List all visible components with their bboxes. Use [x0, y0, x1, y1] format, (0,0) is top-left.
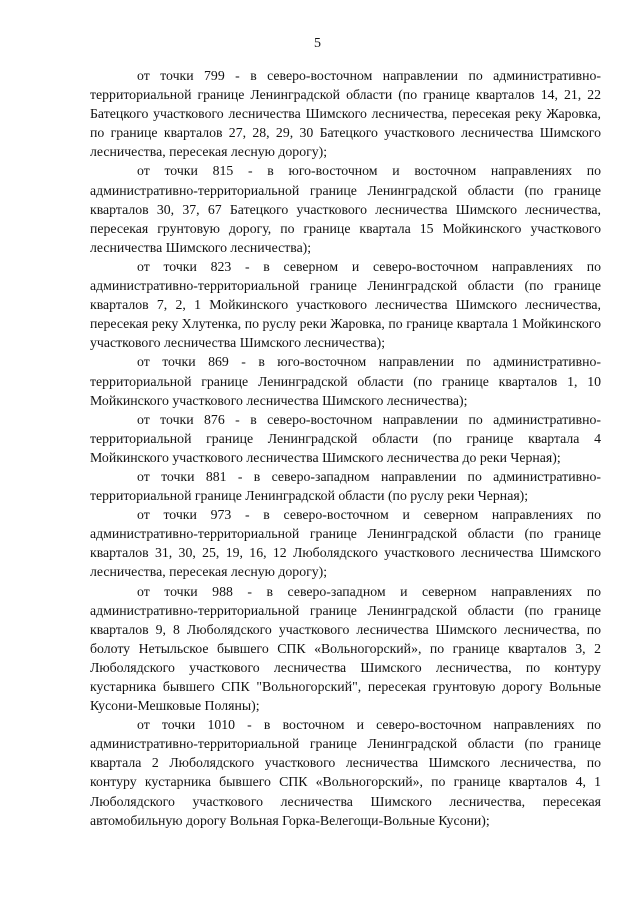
paragraph-point-876: от точки 876 - в северо-восточном направлении по административно-территориальной границе Ленинградской области (по границе квартала 4 Мойкинского участкового лесничества Шимского лесничества до реки Черная); — [90, 411, 601, 465]
paragraph-point-881: от точки 881 - в северо-западном направлении по административно-территориальной границе Ленинградской области (по руслу реки Черная); — [90, 468, 601, 504]
paragraph-point-799: от точки 799 - в северо-восточном направлении по административно-территориальной границе Ленинградской области (по границе кварталов 14, 21, 22 Батецкого участкового лесничества Шимского лесничества, пересекая реку Жаровка, по границе кварталов 27, 28, 29, 30 Батецкого участкового лесничества Шимского лесничества, пересекая лесную дорогу); — [90, 68, 601, 160]
paragraph-point-1010: от точки 1010 - в восточном и северо-восточном направлениях по административно-территориальной границе Ленинградской области (по границе квартала 2 Люболядского участкового лесничества Шимского лесничества, по контуру кустарника бывшего СПК «Вольногорский», по границе кварталов 4, 1 Люболядского участкового лесничества Шимского лесничества, пересекая автомобильную дорогу Вольная Горка-Велегощи-Вольные Кусони); — [90, 717, 601, 828]
document-body — [90, 66, 601, 830]
paragraph-point-869: от точки 869 - в юго-восточном направлении по административно-территориальной границе Ленинградской области (по границе кварталов 1, 10 Мойкинского участкового лесничества Шимского лесничества); — [90, 354, 601, 408]
paragraph-point-973: от точки 973 - в северо-восточном и северном направлениях по административно-территориальной границе Ленинградской области (по границе кварталов 31, 30, 25, 19, 16, 12 Люболядского участкового лесничества Шимского лесничества, пересекая лесную дорогу); — [90, 507, 601, 580]
paragraph-point-815: от точки 815 - в юго-восточном и восточном направлениях по административно-территориальной границе Ленинградской области (по границе кварталов 30, 37, 67 Батецкого участкового лесничества Шимского лесничества, пересекая грунтовую дорогу, по границе квартала 15 Мойкинского участкового лесничества Шимского лесничества); — [90, 163, 601, 255]
page-number: 5 — [314, 36, 321, 51]
paragraph-point-988: от точки 988 - в северо-западном и северном направлениях по административно-территориальной границе Ленинградской области (по границе кварталов 9, 8 Люболядского участкового лесничества Шимского лесничества, по болоту Нетыльское бывшего СПК «Вольногорский», по границе кварталов 3, 2 Люболядского участкового лесничества Шимского лесничества, по контуру кустарника бывшего СПК "Вольногорский", пересекая грунтовую дорогу Вольные Кусони-Мешковые Поляны); — [90, 583, 601, 714]
paragraph-point-823: от точки 823 - в северном и северо-восточном направлениях по административно-территориальной границе Ленинградской области (по границе кварталов 7, 2, 1 Мойкинского участкового лесничества Шимского лесничества, пересекая реку Хлутенка, по руслу реки Жаровка, по границе квартала 1 Мойкинского участкового лесничества Шимского лесничества); — [90, 258, 601, 351]
